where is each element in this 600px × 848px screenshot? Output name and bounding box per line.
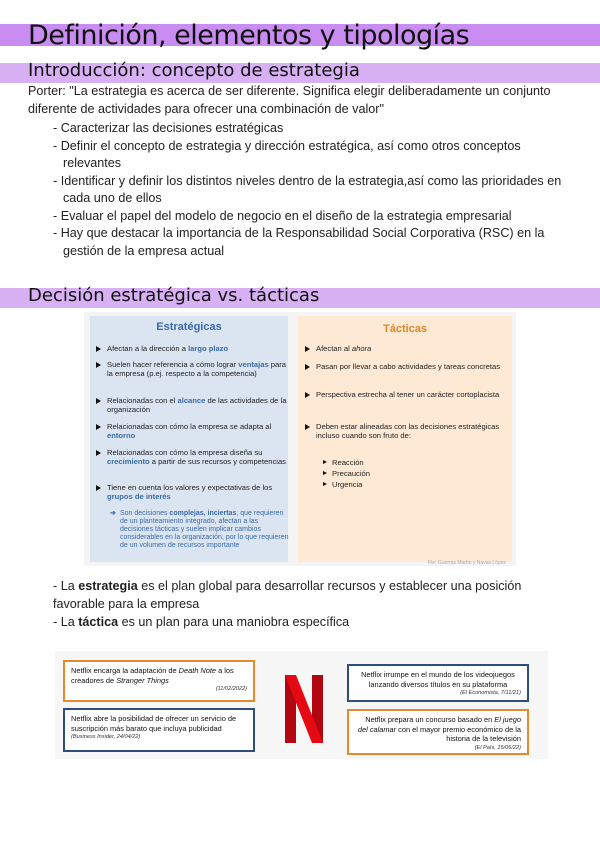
figure-credit: Fte: Guerras Martín y Navas López: [427, 560, 506, 566]
list-item: - Caracterizar las decisiones estratégicas: [53, 120, 578, 138]
list-item: - Definir el concepto de estrategia y dirección estratégica, así como otros conceptos relevantes: [53, 138, 578, 173]
list-item: Precaución: [323, 468, 370, 479]
list-item: Relacionadas con el alcance de las actividades de la organización: [95, 396, 287, 414]
list-item: Reacción: [323, 457, 370, 468]
list-item: Suelen hacer referencia a cómo lograr ventajas para la empresa (p.ej. respecto a la competencia): [95, 360, 287, 378]
list-item: Afectan al ahora: [304, 344, 371, 353]
list-item: Afectan a la dirección a largo plazo: [95, 344, 228, 353]
list-item: Relacionadas con cómo la empresa se adapta al entorno: [95, 422, 287, 440]
objectives-list: [53, 120, 578, 260]
tactical-title: Tácticas: [382, 323, 428, 335]
netflix-logo-icon: [285, 675, 323, 743]
list-item: Tiene en cuenta los valores y expectativas de los grupos de interés: [95, 483, 287, 501]
porter-quote: Porter: "La estrategia es acerca de ser diferente. Significa elegir deliberadamente un conjunto diferente de actividades para ofrecer una combinación de valor": [28, 84, 551, 116]
strategic-note: ➔ Son decisiones complejas, inciertas, que requieren de un planteamiento integrado, afectan a las decisiones tácticas y suelen implicar cambios considerables en la organización, por lo que requieren de un volumen de recursos importante: [110, 510, 289, 549]
netflix-news-box: Netflix prepara un concurso basado en El juego del calamar con el mayor premio económico de la historia de la televisión (El País, 15/06/22): [347, 709, 529, 755]
section1-heading: Introducción: concepto de estrategia: [28, 60, 360, 81]
list-item: - Evaluar el papel del modelo de negocio en el diseño de la estrategia empresarial: [53, 208, 578, 226]
page-title: Definición, elementos y tipologías: [28, 20, 470, 51]
list-item: Pasan por llevar a cabo actividades y tareas concretas: [304, 362, 500, 371]
list-item: Relacionadas con cómo la empresa diseña su crecimiento a partir de sus recursos y competencias: [95, 448, 287, 466]
netflix-examples-figure: [55, 651, 548, 759]
list-item: - Identificar y definir los distintos niveles dentro de la estrategia,así como las prioridades en cada uno de ellos: [53, 173, 578, 208]
tactical-column: [298, 316, 512, 562]
list-item: Deben estar alineadas con las decisiones estratégicas incluso cuando son fruto de:: [304, 422, 504, 440]
tactical-sublist: [323, 457, 370, 490]
netflix-news-box: Netflix irrumpe en el mundo de los videojuegos lanzando diversos títulos en su plataforma (El Economista, 7/11/21): [347, 664, 529, 702]
list-item: - Hay que destacar la importancia de la Responsabilidad Social Corporativa (RSC) en la gestión de la empresa actual: [53, 225, 578, 260]
strategic-vs-tactical-figure: [84, 312, 516, 566]
arrow-right-icon: ➔: [110, 510, 116, 517]
netflix-news-box: Netflix encarga la adaptación de Death Note a los creadores de Stranger Things (11/02/2022): [63, 660, 255, 702]
list-item: Perspectiva estrecha al tener un carácter cortoplacista: [304, 390, 499, 399]
list-item: Urgencia: [323, 479, 370, 490]
netflix-news-box: Netflix abre la posibilidad de ofrecer un servicio de suscripción más barato que incluya publicidad (Business Insider, 24/04/22): [63, 708, 255, 752]
def-estrategia: - La estrategia es el plan global para desarrollar recursos y establecer una posición favorable para la empresa: [53, 579, 522, 611]
strategic-title: Estratégicas: [156, 321, 222, 333]
def-tactica: - La táctica es un plan para una maniobra específica: [53, 615, 350, 629]
section2-heading: Decisión estratégica vs. tácticas: [28, 285, 320, 306]
strategic-column: [90, 316, 288, 562]
